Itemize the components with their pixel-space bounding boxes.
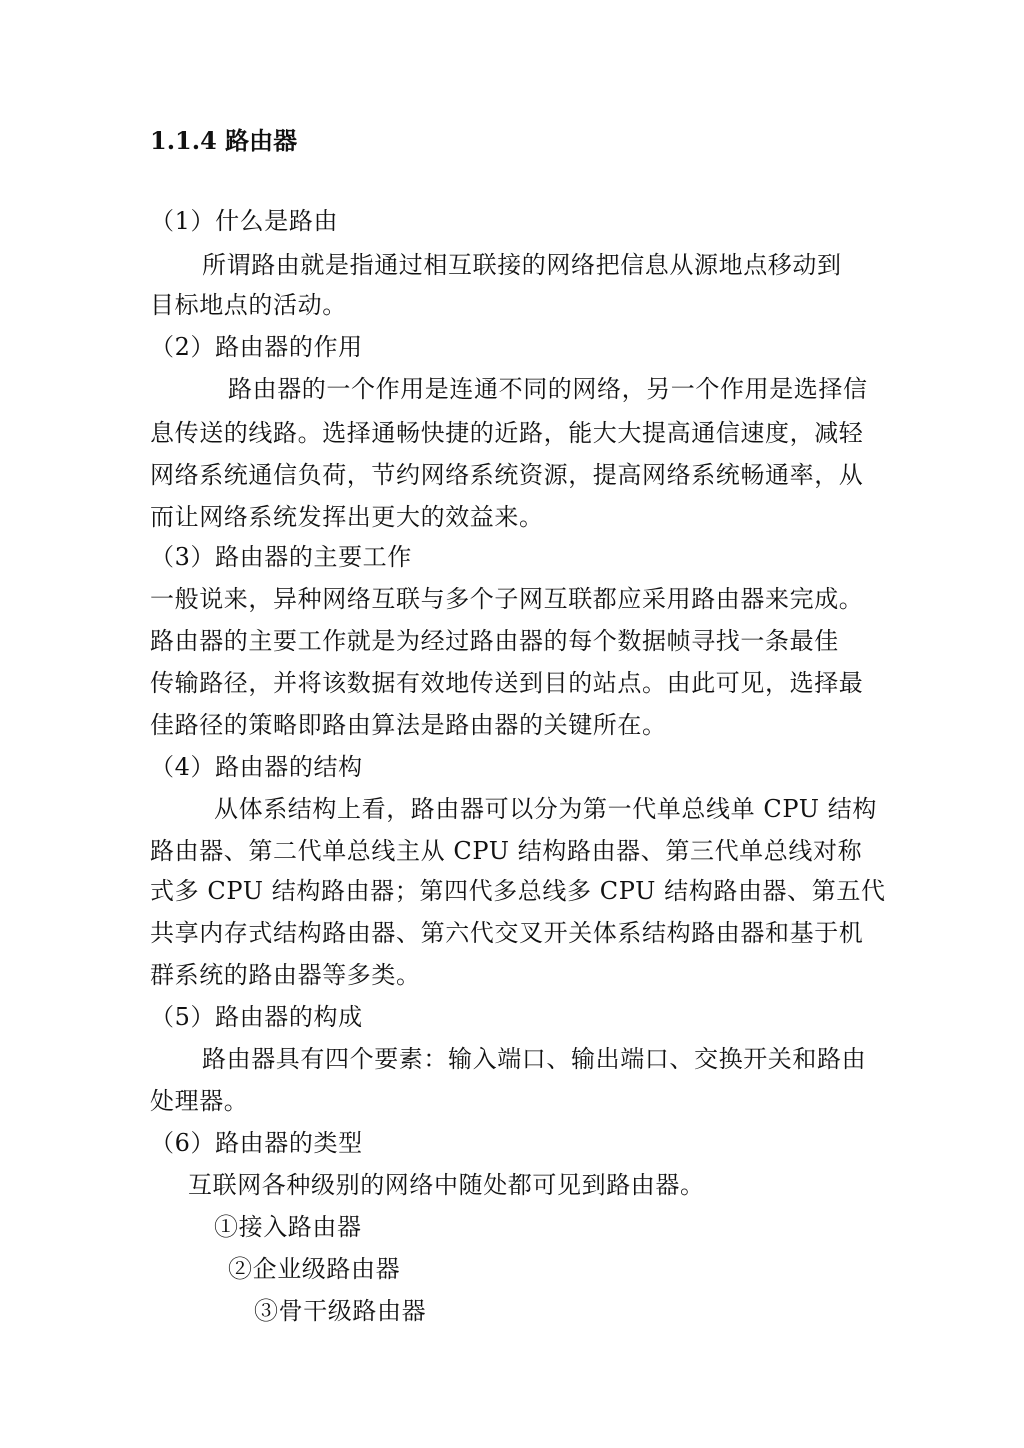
paragraph-line: 所谓路由就是指通过相互联接的网络把信息从源地点移动到: [202, 251, 842, 279]
heading-what-is-routing: （1）什么是路由: [150, 207, 339, 235]
paragraph-line: 路由器具有四个要素：输入端口、输出端口、交换开关和路由: [202, 1045, 867, 1073]
paragraph-line: 群系统的路由器等多类。: [150, 961, 421, 989]
paragraph-line: 目标地点的活动。: [150, 291, 347, 319]
paragraph-line: 佳路径的策略即路由算法是路由器的关键所在。: [150, 711, 667, 739]
paragraph-line: 传输路径，并将该数据有效地传送到目的站点。由此可见，选择最: [150, 669, 864, 697]
heading-router-types: （6）路由器的类型: [150, 1129, 363, 1157]
heading-router-function: （2）路由器的作用: [150, 333, 363, 361]
paragraph-line: 路由器的一个作用是连通不同的网络，另一个作用是选择信: [228, 375, 868, 403]
paragraph-line: 网络系统通信负荷，节约网络系统资源，提高网络系统畅通率，从: [150, 461, 864, 489]
list-item: ②企业级路由器: [228, 1255, 401, 1283]
paragraph-line: 式多 CPU 结构路由器；第四代多总线多 CPU 结构路由器、第五代: [150, 877, 886, 905]
paragraph-line: 而让网络系统发挥出更大的效益来。: [150, 503, 544, 531]
paragraph-line: 路由器的主要工作就是为经过路由器的每个数据帧寻找一条最佳: [150, 627, 839, 655]
list-item: ③骨干级路由器: [254, 1297, 427, 1325]
list-item: ①接入路由器: [214, 1213, 362, 1241]
paragraph-line: 互联网各种级别的网络中随处都可见到路由器。: [188, 1171, 705, 1199]
heading-router-main-work: （3）路由器的主要工作: [150, 543, 412, 571]
paragraph-line: 从体系结构上看，路由器可以分为第一代单总线单 CPU 结构: [214, 795, 877, 823]
heading-router-composition: （5）路由器的构成: [150, 1003, 363, 1031]
paragraph-line: 息传送的线路。选择通畅快捷的近路，能大大提高通信速度，减轻: [150, 419, 864, 447]
paragraph-line: 一般说来，异种网络互联与多个子网互联都应采用路由器来完成。: [150, 585, 864, 613]
paragraph-line: 处理器。: [150, 1087, 249, 1115]
paragraph-line: 路由器、第二代单总线主从 CPU 结构路由器、第三代单总线对称: [150, 837, 863, 865]
heading-router-structure: （4）路由器的结构: [150, 753, 363, 781]
paragraph-line: 共享内存式结构路由器、第六代交叉开关体系结构路由器和基于机: [150, 919, 864, 947]
section-title: 1.1.4 路由器: [150, 126, 298, 155]
